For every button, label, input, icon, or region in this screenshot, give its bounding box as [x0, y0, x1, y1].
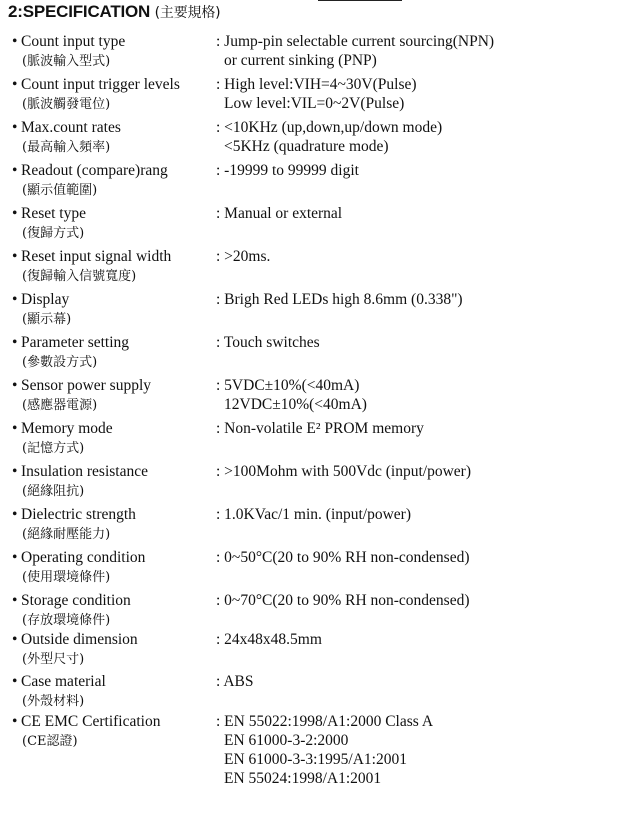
spec-label	[12, 118, 121, 158]
spec-label-en: Memory mode	[21, 420, 113, 437]
spec-label-cn: (復歸輸入信號寬度)	[22, 269, 137, 284]
spec-value-line: : Jump-pin selectable current sourcing(NPN)	[216, 33, 495, 50]
spec-label-cn: (絕緣耐壓能力)	[22, 527, 111, 542]
spec-value	[216, 75, 417, 113]
spec-label-cn: (最高輸入頻率)	[22, 140, 111, 155]
spec-label-en: Outside dimension	[21, 631, 138, 648]
spec-label-en: Reset type	[21, 205, 86, 222]
spec-label	[12, 672, 106, 712]
spec-value-line: or current sinking (PNP)	[224, 52, 377, 69]
section-title	[8, 2, 220, 22]
spec-label	[12, 247, 171, 287]
spec-label-en: Sensor power supply	[21, 377, 152, 394]
spec-value-line: : 0~50°C(20 to 90% RH non-condensed)	[216, 549, 470, 566]
spec-value	[216, 32, 494, 70]
spec-value	[216, 712, 433, 788]
spec-label-en: Case material	[21, 673, 106, 690]
spec-value-line: : >100Mohm with 500Vdc (input/power)	[216, 463, 471, 480]
bullet-icon: •	[12, 420, 18, 437]
bullet-icon: •	[12, 291, 18, 308]
bullet-icon: •	[12, 162, 18, 179]
bullet-icon: •	[12, 248, 18, 265]
spec-value-line: : EN 55022:1998/A1:2000 Class A	[216, 713, 434, 730]
header-rule	[318, 0, 402, 1]
spec-label-cn: (CE認證)	[22, 734, 78, 749]
bullet-icon: •	[12, 377, 18, 394]
spec-label-en: Count input type	[21, 33, 126, 50]
spec-label-en: Operating condition	[21, 549, 146, 566]
spec-value-line: Low level:VIL=0~2V(Pulse)	[224, 95, 405, 112]
spec-value-line: : <10KHz (up,down,up/down mode)	[216, 119, 443, 136]
spec-label-cn: (記憶方式)	[22, 441, 85, 456]
spec-label	[12, 75, 180, 115]
spec-label	[12, 462, 148, 502]
spec-value	[216, 161, 359, 180]
spec-label	[12, 32, 125, 72]
spec-value-line: : 0~70°C(20 to 90% RH non-condensed)	[216, 592, 470, 609]
bullet-icon: •	[12, 631, 18, 648]
bullet-icon: •	[12, 592, 18, 609]
spec-value-line: <5KHz (quadrature mode)	[224, 138, 389, 155]
bullet-icon: •	[12, 463, 18, 480]
spec-label	[12, 204, 86, 244]
spec-label-cn: (脈波觸發電位)	[22, 97, 111, 112]
spec-label-cn: (復歸方式)	[22, 226, 85, 241]
bullet-icon: •	[12, 205, 18, 222]
spec-label	[12, 548, 145, 588]
spec-value	[216, 672, 253, 691]
spec-label-en: Insulation resistance	[21, 463, 148, 480]
spec-label-cn: (使用環境條件)	[22, 570, 111, 585]
spec-label-en: Reset input signal width	[21, 248, 172, 265]
spec-label	[12, 333, 129, 373]
spec-value-line: : Brigh Red LEDs high 8.6mm (0.338")	[216, 291, 463, 308]
spec-label-cn: (感應器電源)	[22, 398, 98, 413]
spec-value	[216, 419, 424, 438]
spec-label-cn: (脈波輸入型式)	[22, 54, 111, 69]
spec-value-line: EN 55024:1998/A1:2001	[224, 770, 382, 787]
spec-label-cn: (絕緣阻抗)	[22, 484, 85, 499]
spec-label-cn: (外殼材料)	[22, 694, 85, 709]
spec-label	[12, 505, 136, 545]
spec-label	[12, 290, 71, 330]
spec-label-cn: (顯示幕)	[22, 312, 72, 327]
spec-label-en: Display	[21, 291, 70, 308]
spec-value	[216, 204, 342, 223]
spec-value	[216, 118, 442, 156]
bullet-icon: •	[12, 506, 18, 523]
spec-value	[216, 505, 411, 524]
spec-value-line: : 5VDC±10%(<40mA)	[216, 377, 360, 394]
spec-label-en: Parameter setting	[21, 334, 130, 351]
spec-label-en: CE EMC Certification	[21, 713, 161, 730]
spec-value-line: : ABS	[216, 673, 254, 690]
spec-value-line: : High level:VIH=4~30V(Pulse)	[216, 76, 417, 93]
spec-value	[216, 548, 470, 567]
spec-value-line: : 1.0KVac/1 min. (input/power)	[216, 506, 412, 523]
bullet-icon: •	[12, 334, 18, 351]
spec-value-line: : Manual or external	[216, 205, 343, 222]
spec-value	[216, 290, 463, 309]
bullet-icon: •	[12, 713, 18, 730]
spec-value-line: : 24x48x48.5mm	[216, 631, 322, 648]
spec-label-cn: (存放環境條件)	[22, 613, 111, 628]
bullet-icon: •	[12, 76, 18, 93]
spec-value-line: : Touch switches	[216, 334, 320, 351]
spec-value	[216, 247, 270, 266]
spec-label	[12, 419, 113, 459]
spec-label-en: Max.count rates	[21, 119, 121, 136]
spec-value-line: EN 61000-3-2:2000	[224, 732, 349, 749]
spec-label-cn: (顯示值範圍)	[22, 183, 98, 198]
bullet-icon: •	[12, 33, 18, 50]
spec-value	[216, 591, 470, 610]
spec-value	[216, 462, 471, 481]
bullet-icon: •	[12, 119, 18, 136]
spec-label-cn: (參數設方式)	[22, 355, 98, 370]
spec-value	[216, 333, 320, 352]
bullet-icon: •	[12, 673, 18, 690]
spec-label-en: Storage condition	[21, 592, 131, 609]
section-title-cn: (主要規格)	[154, 5, 221, 21]
spec-label-cn: (外型尺寸)	[22, 652, 85, 667]
spec-value-line: EN 61000-3-3:1995/A1:2001	[224, 751, 407, 768]
spec-label	[12, 712, 160, 752]
spec-label-en: Readout (compare)rang	[21, 162, 168, 179]
spec-label-en: Dielectric strength	[21, 506, 136, 523]
spec-label	[12, 630, 138, 670]
spec-value-line: : -19999 to 99999 digit	[216, 162, 359, 179]
spec-label-en: Count input trigger levels	[21, 76, 180, 93]
spec-value	[216, 630, 322, 649]
spec-label	[12, 161, 168, 201]
bullet-icon: •	[12, 549, 18, 566]
spec-value-line: 12VDC±10%(<40mA)	[224, 396, 367, 413]
spec-label	[12, 591, 131, 631]
spec-value-line: : >20ms.	[216, 248, 271, 265]
spec-value-line: : Non-volatile E² PROM memory	[216, 420, 424, 437]
spec-value	[216, 376, 367, 414]
section-title-text: 2:SPECIFICATION	[8, 2, 151, 21]
spec-label	[12, 376, 151, 416]
